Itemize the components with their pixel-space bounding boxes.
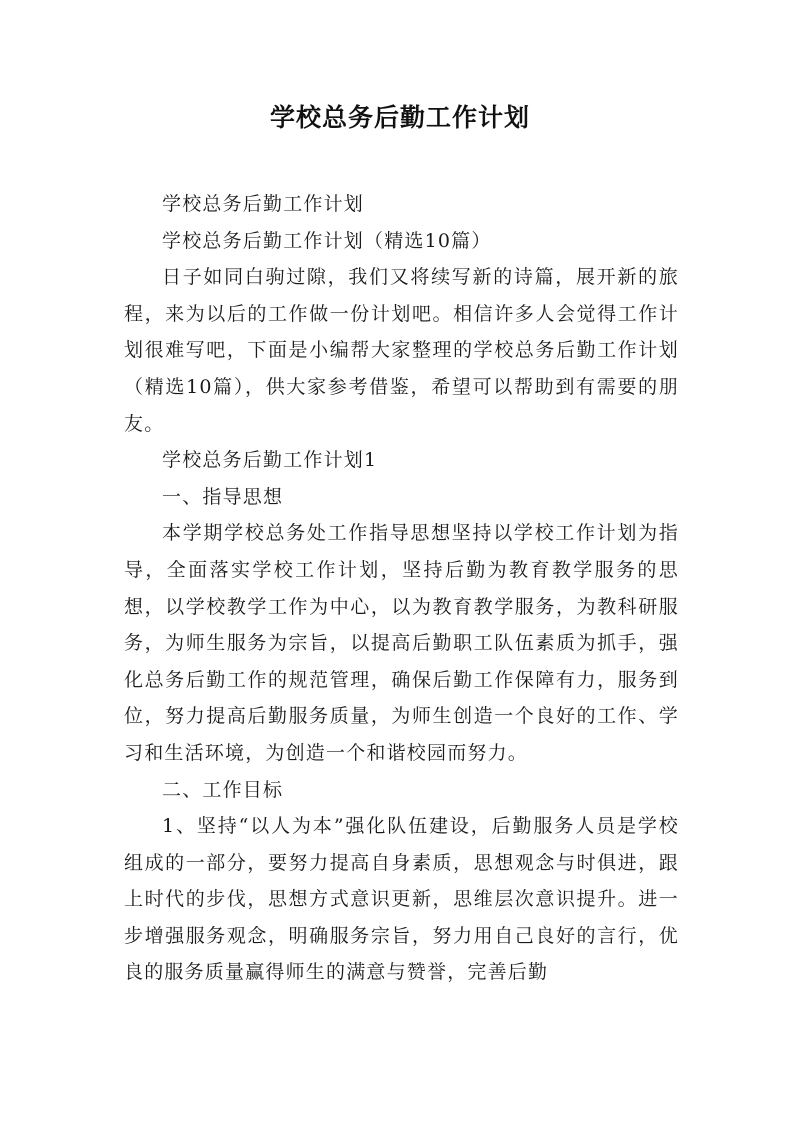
paragraph-intro: 日子如同白驹过隙，我们又将续写新的诗篇，展开新的旅程，来为以后的工作做一份计划吧。相信许多人会觉得工作计划很难写吧，下面是小编帮大家整理的学校总务后勤工作计划（精选10篇），供大家参考借鉴，希望可以帮助到有需要的朋友。 <box>124 266 679 435</box>
paragraph-heading-goals: 二、工作目标 <box>162 778 284 801</box>
paragraph-collection-title: 学校总务后勤工作计划（精选10篇） <box>162 229 492 252</box>
paragraph-subtitle: 学校总务后勤工作计划 <box>162 193 365 215</box>
paragraph-guiding-body: 本学期学校总务处工作指导思想坚持以学校工作计划为指导，全面落实学校工作计划，坚持后勤为教育教学服务的思想，以学校教学工作为中心，以为教育教学服务，为教科研服务，为师生服务为宗旨，以提高后勤职工队伍素质为抓手，强化总务后勤工作的规范管理，确保后勤工作保障有力，服务到位，努力提高后勤服务质量，为师生创造一个良好的工作、学习和生活环境，为创造一个和谐校园而努力。 <box>124 522 679 764</box>
document-title: 学校总务后勤工作计划 <box>269 103 530 132</box>
document-body <box>124 186 679 991</box>
paragraph-section-title: 学校总务后勤工作计划1 <box>162 449 378 472</box>
paragraph-heading-guiding: 一、指导思想 <box>162 485 284 508</box>
paragraph-goal-1: 1、坚持“以人为本”强化队伍建设，后勤服务人员是学校组成的一部分，要努力提高自身素质，思想观念与时俱进，跟上时代的步伐，思想方式意识更新，思维层次意识提升。进一步增强服务观念，明确服务宗旨，努力用自己良好的言行，优良的服务质量赢得师生的满意与赞誉，完善后勤 <box>124 815 679 984</box>
